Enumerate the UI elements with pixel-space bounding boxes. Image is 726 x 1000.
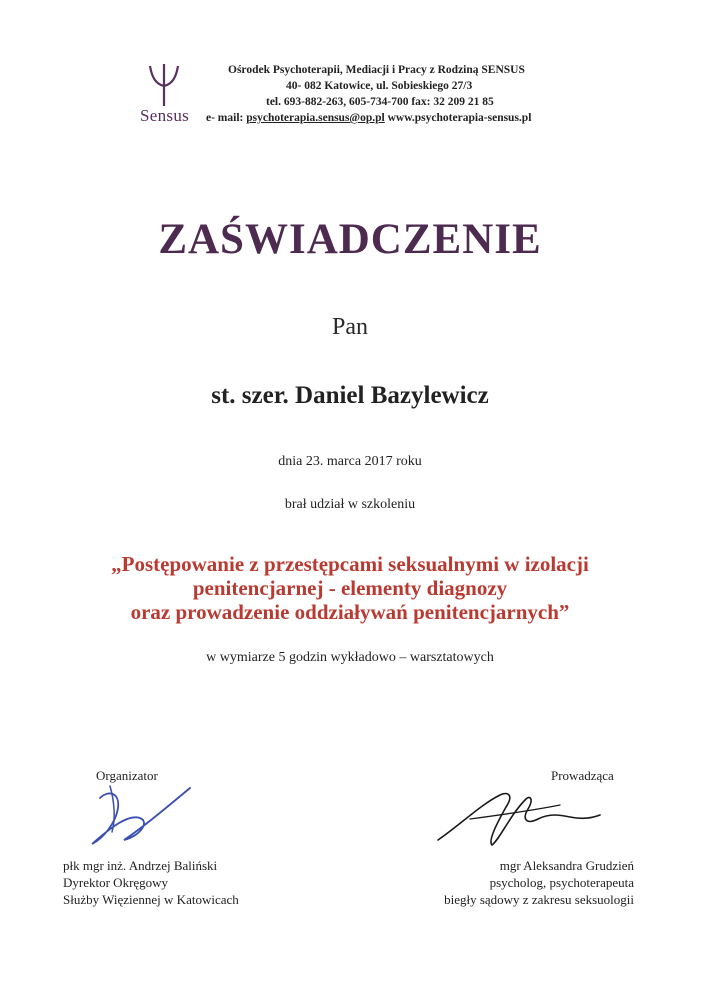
org-phone: tel. 693-882-263, 605-734-700 fax: 32 209 21 85 — [266, 96, 494, 108]
instructor-name: mgr Aleksandra Grudzień — [499, 858, 634, 873]
instructor-details — [444, 857, 634, 908]
email-label: e- mail: — [206, 112, 244, 124]
organizer-institution: Służby Więziennej w Katowicach — [63, 892, 239, 907]
website-link[interactable]: www.psychoterapia-sensus.pl — [387, 112, 532, 124]
instructor-label: Prowadząca — [551, 768, 614, 783]
org-name: Ośrodek Psychoterapii, Mediacji i Pracy z Rodziną SENSUS — [228, 64, 525, 76]
organizer-position: Dyrektor Okręgowy — [63, 875, 169, 890]
instructor-profession: psycholog, psychoterapeuta — [489, 875, 634, 890]
sensus-logo — [138, 62, 198, 130]
org-address: 40- 082 Katowice, ul. Sobieskiego 27/3 — [286, 80, 473, 92]
course-scope: w wymiarze 5 godzin wykładowo – warsztatowych — [206, 650, 494, 665]
course-line: oraz prowadzenie oddziaływań penitencjarnych” — [130, 600, 570, 624]
organization-header — [198, 62, 618, 126]
logo-text: Sensus — [140, 106, 190, 125]
participation-text: brał udział w szkoleniu — [284, 497, 416, 512]
course-line: penitencjarnej - elementy diagnozy — [192, 576, 508, 600]
organizer-label: Organizator — [96, 768, 158, 783]
certificate-date: dnia 23. marca 2017 roku — [278, 454, 422, 469]
organizer-signature — [80, 778, 220, 850]
salutation: Pan — [332, 314, 368, 340]
instructor-expertise: biegły sądowy z zakresu seksuologii — [444, 892, 634, 907]
psi-logo-icon — [146, 62, 182, 108]
email-link[interactable]: psychoterapia.sensus@op.pl — [246, 112, 385, 124]
instructor-signature — [430, 785, 610, 850]
organizer-details — [63, 857, 239, 908]
organizer-name: płk mgr inż. Andrzej Baliński — [63, 858, 218, 873]
course-title — [0, 552, 700, 624]
certificate-title: ZAŚWIADCZENIE — [158, 216, 542, 263]
course-line: „Postępowanie z przestępcami seksualnymi w izolacji — [111, 552, 589, 576]
recipient-name: st. szer. Daniel Bazylewicz — [211, 382, 489, 409]
org-contact — [206, 110, 618, 126]
